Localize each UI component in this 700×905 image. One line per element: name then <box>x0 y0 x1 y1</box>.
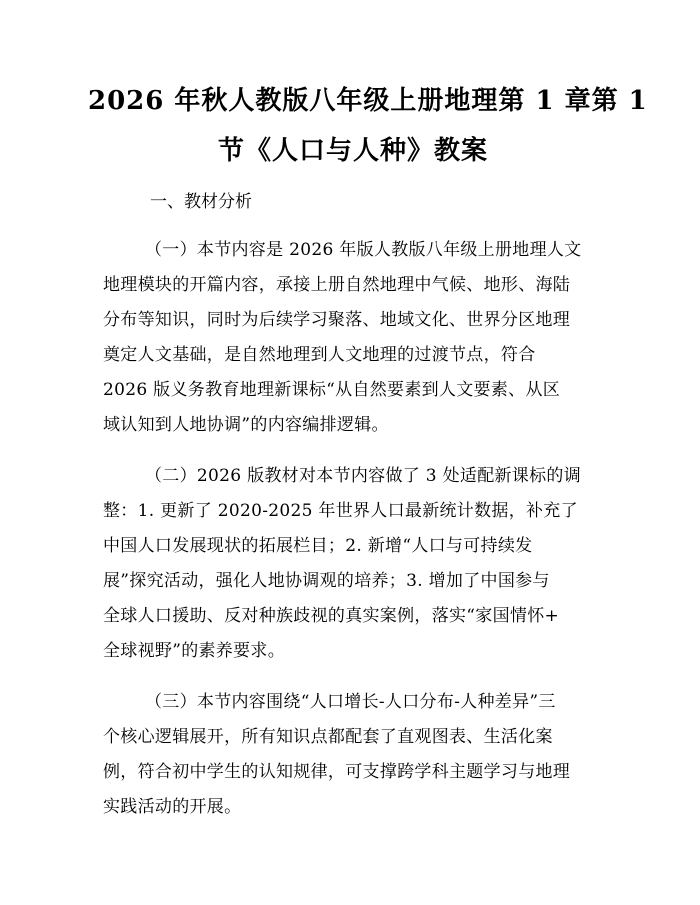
section-heading: 一、教材分析 <box>150 192 252 212</box>
document-title-line-2: 节《人口与人种》教案 <box>217 136 488 166</box>
paragraph-line: 展”探究活动，强化人地协调观的培养；3. 增加了中国参与 <box>103 571 550 591</box>
paragraph-line: 全球人口援助、反对种族歧视的真实案例，落实“家国情怀+ <box>103 606 560 626</box>
paragraph-2 <box>103 459 603 669</box>
paragraph-line: 实践活动的开展。 <box>103 797 242 817</box>
paragraph-line: 中国人口发展现状的拓展栏目；2. 新增“人口与可持续发 <box>103 536 533 556</box>
paragraph-line: 域认知到人地协调”的内容编排逻辑。 <box>103 415 389 435</box>
paragraph-3 <box>103 685 603 825</box>
paragraph-line: 整：1. 更新了 2020-2025 年世界人口最新统计数据，补充了 <box>103 501 578 521</box>
document-title-line-1: 2026 年秋人教版八年级上册地理第 1 章第 1 <box>88 86 648 116</box>
paragraph-1 <box>103 233 603 443</box>
paragraph-line: 分布等知识，同时为后续学习聚落、地域文化、世界分区地理 <box>103 310 571 330</box>
paragraph-line: （一）本节内容是 2026 年版人教版八年级上册地理人文 <box>145 240 582 260</box>
paragraph-line: 2026 版义务教育地理新课标“从自然要素到人文要素、从区 <box>103 380 561 400</box>
paragraph-line: 个核心逻辑展开，所有知识点都配套了直观图表、生活化案 <box>103 727 553 747</box>
paragraph-line: 奠定人文基础，是自然地理到人文地理的过渡节点，符合 <box>103 345 536 365</box>
paragraph-line: 例，符合初中学生的认知规律，可支撑跨学科主题学习与地理 <box>103 762 571 782</box>
paragraph-line: 全球视野”的素养要求。 <box>103 641 285 661</box>
paragraph-line: 地理模块的开篇内容，承接上册自然地理中气候、地形、海陆 <box>103 275 571 295</box>
paragraph-line: （二）2026 版教材对本节内容做了 3 处适配新课标的调 <box>145 466 581 486</box>
paragraph-line: （三）本节内容围绕“人口增长-人口分布-人种差异”三 <box>145 692 556 712</box>
